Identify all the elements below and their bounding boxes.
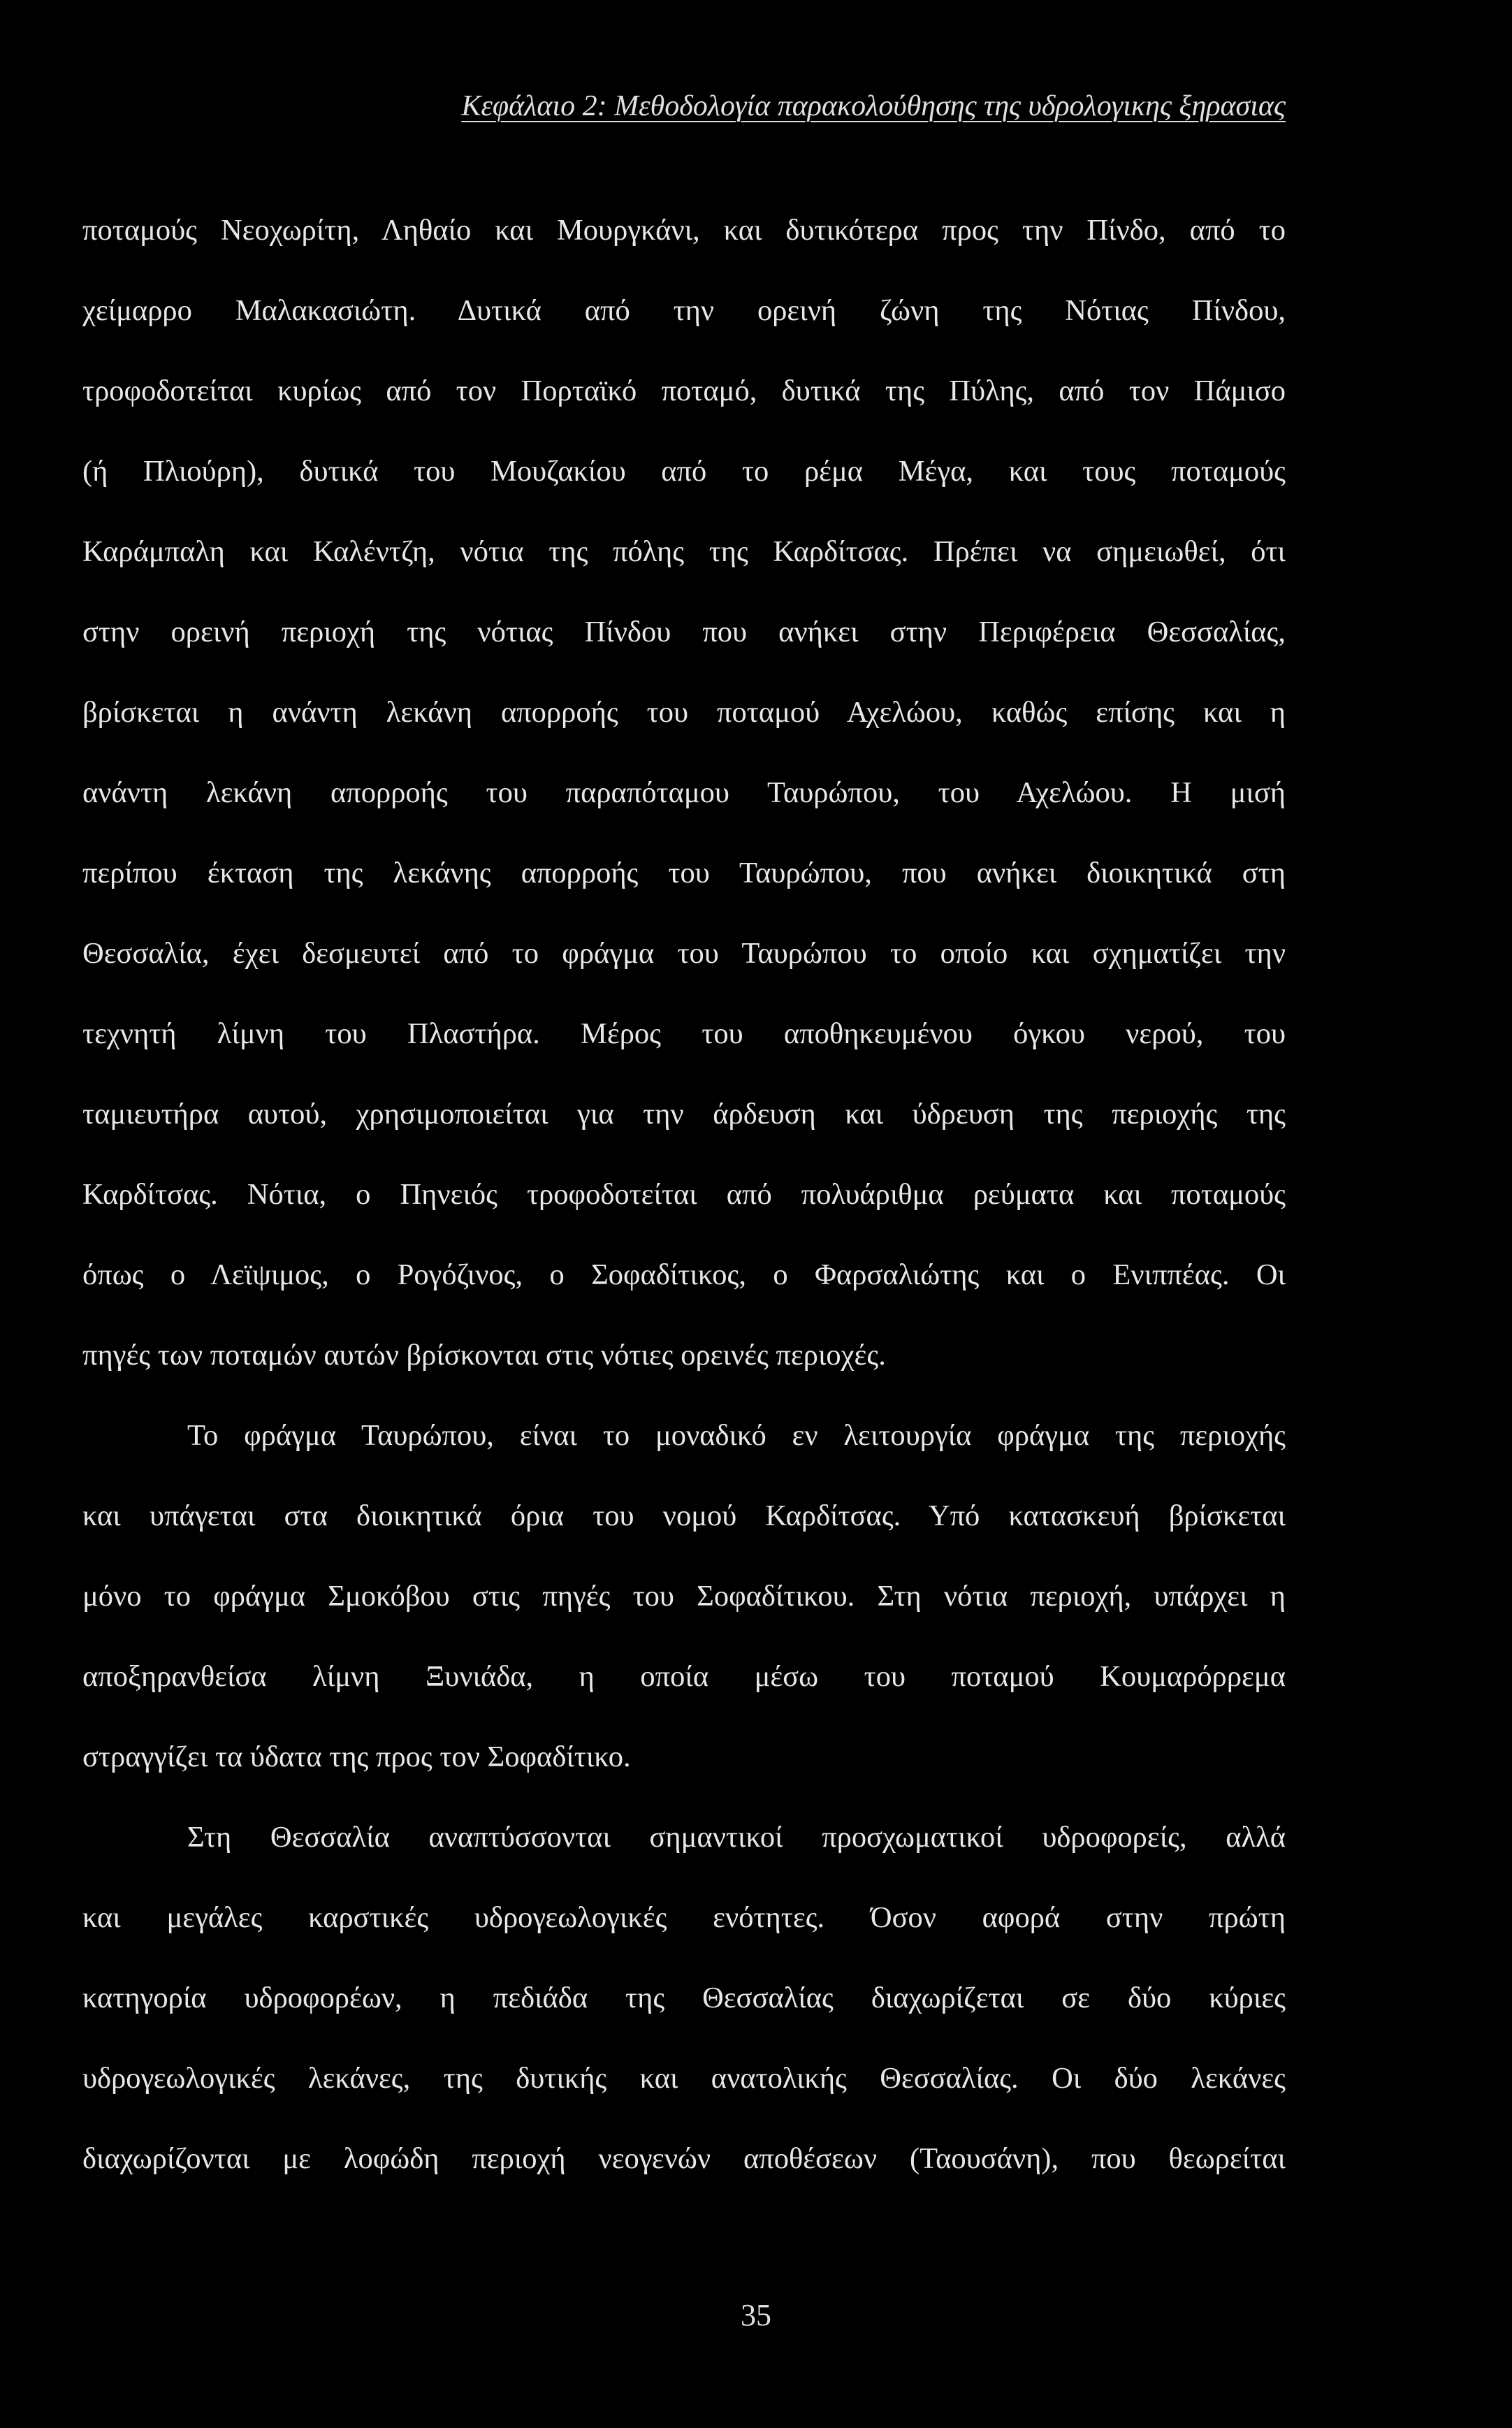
- text-line: στραγγίζει τα ύδατα της προς τον Σοφαδίτικο.: [82, 1740, 631, 1773]
- text-line: Καρδίτσας. Νότια, ο Πηνειός τροφοδοτείται από πολυάριθμα ρεύματα και ποταμούς: [82, 1178, 1286, 1211]
- text-line: μόνο το φράγμα Σμοκόβου στις πηγές του Σοφαδίτικου. Στη νότια περιοχή, υπάρχει η: [82, 1580, 1286, 1613]
- text-line: βρίσκεται η ανάντη λεκάνη απορροής του ποταμού Αχελώου, καθώς επίσης και η: [82, 696, 1286, 729]
- text-line: και μεγάλες καρστικές υδρογεωλογικές ενότητες. Όσον αφορά στην πρώτη: [82, 1901, 1286, 1934]
- text-line: πηγές των ποταμών αυτών βρίσκονται στις νότιες ορεινές περιοχές.: [82, 1339, 886, 1372]
- text-line: (ή Πλιούρη), δυτικά του Μουζακίου από το ρέμα Μέγα, και τους ποταμούς: [82, 455, 1286, 488]
- text-line: αποξηρανθείσα λίμνη Ξυνιάδα, η οποία μέσω του ποταμού Κουμαρόρρεμα: [82, 1660, 1286, 1693]
- text-line: Το φράγμα Ταυρώπου, είναι το μοναδικό εν λειτουργία φράγμα της περιοχής: [187, 1419, 1286, 1452]
- chapter-header: Κεφάλαιο 2: Μεθοδολογία παρακολούθησης της υδρολογικης ξηρασιας: [461, 90, 1286, 122]
- text-line: ανάντη λεκάνη απορροής του παραπόταμου Ταυρώπου, του Αχελώου. Η μισή: [82, 776, 1286, 809]
- page-number: 35: [741, 2298, 771, 2332]
- text-line: περίπου έκταση της λεκάνης απορροής του Ταυρώπου, που ανήκει διοικητικά στη: [82, 857, 1286, 889]
- text-line: Στη Θεσσαλία αναπτύσσονται σημαντικοί προσχωματικοί υδροφορείς, αλλά: [187, 1821, 1286, 1854]
- body-text: [82, 190, 1286, 2199]
- text-line: στην ορεινή περιοχή της νότιας Πίνδου που ανήκει στην Περιφέρεια Θεσσαλίας,: [82, 616, 1286, 648]
- text-line: και υπάγεται στα διοικητικά όρια του νομού Καρδίτσας. Υπό κατασκευή βρίσκεται: [82, 1499, 1286, 1532]
- text-line: υδρογεωλογικές λεκάνες, της δυτικής και ανατολικής Θεσσαλίας. Οι δύο λεκάνες: [82, 2062, 1286, 2095]
- text-line: τεχνητή λίμνη του Πλαστήρα. Μέρος του αποθηκευμένου όγκου νερού, του: [82, 1017, 1286, 1050]
- text-line: ποταμούς Νεοχωρίτη, Ληθαίο και Μουργκάνι, και δυτικότερα προς την Πίνδο, από το: [82, 214, 1286, 247]
- text-line: όπως ο Λεϊψιμος, ο Ρογόζινος, ο Σοφαδίτικος, ο Φαρσαλιώτης και ο Ενιππέας. Οι: [82, 1258, 1286, 1291]
- text-line: διαχωρίζονται με λοφώδη περιοχή νεογενών αποθέσεων (Ταουσάνη), που θεωρείται: [82, 2142, 1286, 2175]
- text-line: Καράμπαλη και Καλέντζη, νότια της πόλης της Καρδίτσας. Πρέπει να σημειωθεί, ότι: [82, 535, 1286, 568]
- text-line: κατηγορία υδροφορέων, η πεδιάδα της Θεσσαλίας διαχωρίζεται σε δύο κύριες: [82, 1982, 1286, 2014]
- text-line: ταμιευτήρα αυτού, χρησιμοποιείται για την άρδευση και ύδρευση της περιοχής της: [82, 1098, 1286, 1131]
- text-line: χείμαρρο Μαλακασιώτη. Δυτικά από την ορεινή ζώνη της Νότιας Πίνδου,: [82, 294, 1286, 327]
- text-line: Θεσσαλία, έχει δεσμευτεί από το φράγμα του Ταυρώπου το οποίο και σχηματίζει την: [82, 937, 1286, 970]
- text-line: τροφοδοτείται κυρίως από τον Πορταϊκό ποταμό, δυτικά της Πύλης, από τον Πάμισο: [82, 375, 1286, 407]
